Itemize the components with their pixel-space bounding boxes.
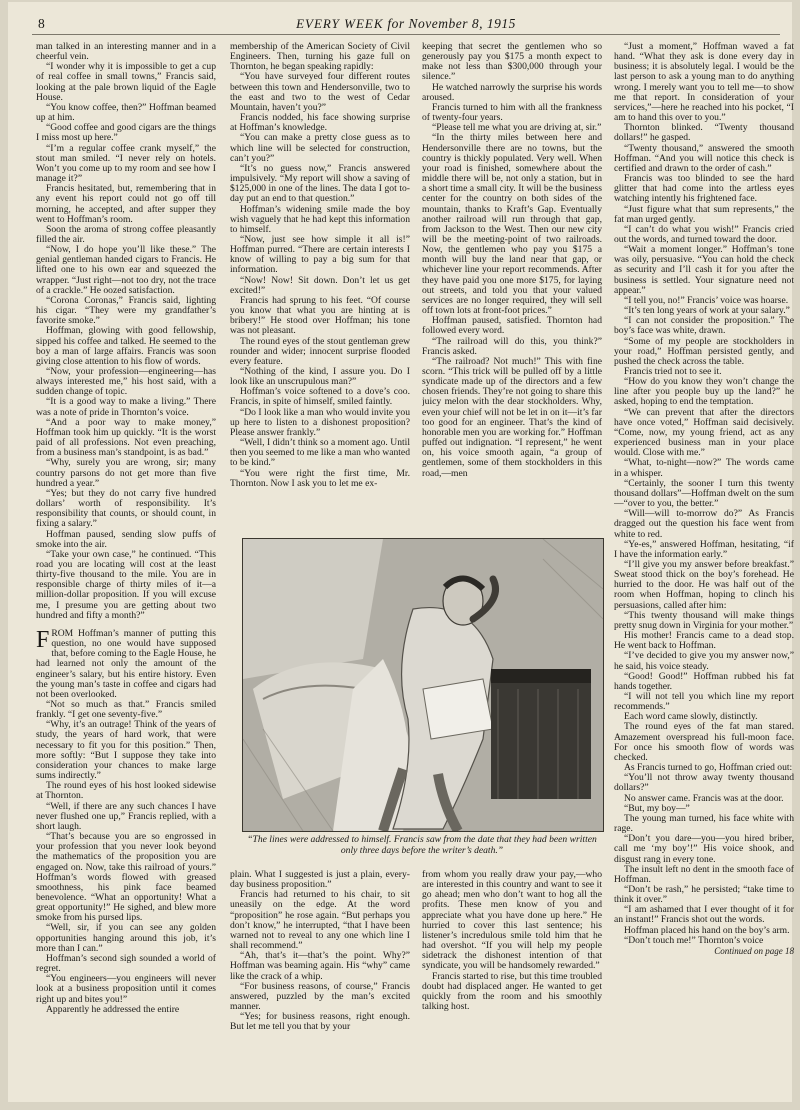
paragraph: “Why, surely you are wrong, sir; many country parsons do not get more than five hundred a year.”: [36, 457, 216, 489]
paragraph: “You’ll not throw away twenty thousand dollars?”: [614, 772, 794, 794]
paragraph: “Now, your profession—engineering—has always interested me,” his host said, with a sudden change of topic.: [36, 366, 216, 398]
paragraph: The round eyes of the stout gentleman grew rounder and wider; innocent surprise flooded every feature.: [230, 335, 410, 367]
paragraph: “I am ashamed that I ever thought of it for an instant!” Francis shot out the words.: [614, 904, 794, 926]
paragraph-text: ROM Hoffman’s manner of putting this question, no one would have supposed that, before coming to the Eagle House, he had learned not only the amount of the engineer’s salary, but his entire history. Even the young man’s taste in coffee and cigars had not been overlooked.: [36, 627, 216, 700]
paragraph: “Don’t be rash,” he persisted; “take time to think it over.”: [614, 883, 794, 906]
paragraph: Hoffman’s second sigh sounded a world of regret.: [36, 952, 216, 975]
paragraph: “For business reasons, of course,” Francis answered, puzzled by the man’s excited manner.: [230, 980, 410, 1013]
paragraph: “The railroad? Not much!” This with fine scorn. “This trick will be pulled off by a little syndicate made up of the directors and a few chosen friends. They’re not going to share this juicy melon with the dear stockholders. Why, even your chief will not be let in on it—it’s far too good for an engineer. That’s the kind of honorable men you are working for.” Hoffman puffed out indignation. “I represent,” he went on, his voice smooth again, “a group of gentlemen, some of them stockholders in this road,—men: [422, 355, 602, 479]
paragraph: Hoffman paused, satisfied. Thornton had followed every word.: [422, 315, 602, 337]
paragraph: plain. What I suggested is just a plain, every-day business proposition.”: [230, 870, 410, 891]
paragraph: Francis had sprung to his feet. “Of course you know that what you are hinting at is bribery!” He stood over Hoffman; his tone was not pleasant.: [230, 294, 410, 337]
paragraph: “Do I look like a man who would invite you up here to listen to a dishonest proposition? Please answer frankly.”: [230, 406, 410, 438]
paragraph: “I’ve decided to give you my answer now,” he said, his voice steady.: [614, 650, 794, 672]
paragraph: Francis tried not to see it.: [624, 366, 722, 377]
paragraph: “I will not tell you which line my report recommends.”: [614, 691, 794, 713]
paragraph: Hoffman placed his hand on the boy’s arm.: [624, 924, 790, 936]
drop-cap: F: [36, 626, 50, 653]
paragraph: The round eyes of his host looked sidewise at Thornton.: [36, 780, 216, 802]
paragraph: “You know coffee, then?” Hoffman beamed up at him.: [36, 101, 216, 124]
paragraph: Soon the aroma of strong coffee pleasantly filled the air.: [36, 223, 216, 245]
paragraph: “This twenty thousand will make things pretty snug down in Virginia for your mother.”: [614, 609, 794, 631]
paragraph: He watched narrowly the surprise his words aroused.: [422, 81, 602, 103]
paragraph: “Now, just see how simple it all is!” Hoffman purred. “There are certain interests I know of willing to pay a big sum for that information.: [230, 233, 410, 276]
paragraph: “But, my boy—”: [624, 802, 690, 814]
paragraph: “Why, it’s an outrage! Think of the years of study, the years of hard work, that were necessary to fit you for this position.” Then, more softly: “But I suppose they take into consideration your chances to make large sums indirectly.”: [36, 719, 216, 782]
paragraph: As Francis turned to go, Hoffman cried out:: [624, 762, 793, 774]
paragraph: “You engineers—you engineers will never look at a business proposition until it comes right up and bites you!”: [36, 973, 216, 1005]
paragraph: “And a poor way to make money,” Hoffman took him up quickly. “It is the worst paid of all professions. Not even preaching, from a business man’s standpoint, is as bad.”: [36, 416, 216, 459]
paragraph: “It’s no guess now,” Francis answered impulsively. “My report will show a saving of $125,000 in one of the lines. The data I got to-day put an end to that question.”: [230, 162, 410, 205]
paragraph: “Twenty thousand,” answered the smooth Hoffman. “And you will notice this check is certified and drawn to the order of cash.”: [614, 142, 794, 174]
paragraph: Francis started to rise, but this time troubled doubt had displaced anger. He wanted to get quickly from the room and his smoothly talking host.: [422, 970, 602, 1013]
paragraph: “You can make a pretty close guess as to which line will be selected for construction, can’t you?”: [230, 132, 410, 164]
paragraph: “Ye-es,” answered Hoffman, hesitating, “if I have the information early.”: [614, 538, 794, 560]
paragraph: “Now! Now! Sit down. Don’t let us get excited!”: [230, 274, 410, 296]
text-column-2: [230, 42, 410, 530]
paragraph: “You have surveyed four different routes between this town and Hendersonville, two to the east and two to the west of Cedar Mountain, haven’t you?”: [230, 71, 410, 113]
paragraph: “Not so much as that.” Francis smiled frankly. “I get one seventy-five.”: [36, 699, 216, 721]
illustration-caption: “The lines were addressed to himself. Francis saw from the date that they had been written only three days before the writer’s death.”: [247, 834, 597, 856]
paragraph: membership of the American Society of Civil Engineers. Then, turning his gaze full on Thornton, he began speaking rapidly:: [230, 42, 410, 73]
paragraph: Francis had returned to his chair, to sit uneasily on the edge. At the word “proposition” he rose again. “But perhaps you don’t know,” he interrupted, “that I have been warned not to reveal to any one which line I shall recommend.”: [230, 889, 410, 952]
paragraph: “In the thirty miles between here and Hendersonville there are no towns, but the country is thickly populated. Very well. When your road is finished, somewhere about the middle there will be, not only a station, but in a short time a small city. It will be the business center for the country on both sides of the mountain, thanks to Kraft’s Gap. Eventually another railroad will run through that gap, from Jackson to the West. Then our new city will be the meeting-point of two railroads. Now, the gentlemen who pay you $175 a month will buy the land near that gap, or whichever line your report recommends. After they have paid you one more $175, for laying out streets, and told you that your valued services are no longer required, they will sell off town lots at front-foot prices.”: [422, 132, 602, 317]
paragraph: “Wait a moment longer.” Hoffman’s tone was oily, persuasive. “You can hold the check as security and I’ll cash it for you after the business is settled. Your signature need not appear.”: [614, 244, 794, 296]
paragraph: “We can prevent that after the directors have once voted,” Hoffman said decisively. “Come, now, my young friend, act as any experienced business man in your place would. Close with me.”: [614, 406, 794, 459]
section-start-paragraph: [36, 626, 216, 700]
paragraph: “Well, I didn’t think so a moment ago. Until then you seemed to me like a man who wanted to be kind.”: [230, 437, 410, 469]
paragraph: man talked in an interesting manner and in a cheerful vein.: [36, 42, 216, 63]
paragraph: “Ah, that’s it—that’s the point. Why?” Hoffman was beaming again. His “why” came like the crack of a whip.: [230, 950, 410, 982]
paragraph: His mother! Francis came to a dead stop. He went back to Hoffman.: [614, 630, 794, 652]
text-column-4: [614, 42, 794, 1104]
paragraph: “What, to-night—now?” The words came in a whisper.: [614, 457, 794, 479]
paragraph: Apparently he addressed the entire: [46, 1003, 180, 1015]
story-illustration: [242, 538, 604, 832]
paragraph: “How do you know they won’t change the line after you people buy up the land?” he asked, hoping to end the temptation.: [614, 376, 794, 408]
text-column-3-bottom: [422, 870, 602, 1104]
text-column-2-bottom: [230, 870, 410, 1104]
page-header: [32, 10, 780, 35]
continued-note: Continued on page 18: [714, 945, 794, 956]
paragraph: “Don’t touch me!” Thornton’s voice: [624, 934, 764, 946]
text-column-1: [36, 42, 216, 1104]
paragraph: Hoffman’s voice softened to a dove’s coo. Francis, in spite of himself, smiled faintly.: [230, 386, 410, 408]
paragraph: “I’m a regular coffee crank myself,” the stout man smiled. “I never rely on hotels. Won’t you come up to my room and see how I manage it?”: [36, 142, 216, 185]
paragraph: “Just figure what that sum represents,” the fat man urged gently.: [614, 203, 794, 225]
paragraph: “Take your own case,” he continued. “This road you are locating will cost at the least thirty-five thousand to the mile. You are in responsible charge of thirty miles of it—a million-dollar proposition. If you will excuse me, I presume you are getting about two hundred and fifty a month?”: [36, 548, 216, 621]
magazine-page: [8, 2, 792, 1102]
paragraph: Francis turned to him with all the frankness of twenty-four years.: [422, 101, 602, 124]
paragraph: Each word came slowly, distinctly.: [624, 711, 758, 723]
paragraph: “The railroad will do this, you think?” Francis asked.: [422, 335, 602, 357]
paragraph: “I can not consider the proposition.” The boy’s face was white, drawn.: [614, 315, 794, 337]
paragraph: Francis nodded, his face showing surprise at Hoffman’s knowledge.: [230, 112, 410, 134]
paragraph: “Now, I do hope you’ll like these.” The genial gentleman handed cigars to Francis. He lifted one to his own ear and squeezed the wrapper. “Just right—not too dry, not the trace of a crackle.” He oozed satisfaction.: [36, 244, 216, 296]
paragraph: “Don’t you dare—you—you hired briber, call me ‘my boy’!” His voice shook, and disgust rang in every tone.: [614, 833, 794, 865]
page-number: 8: [38, 16, 45, 31]
paragraph: “Please tell me what you are driving at, sir.”: [432, 122, 602, 134]
illustration-drawing: [243, 539, 603, 831]
paragraph: The round eyes of the fat man stared. Amazement overspread his full-moon face. For once his smooth flow of words was checked.: [614, 721, 794, 763]
paragraph: “Good! Good!” Hoffman rubbed his fat hands together.: [614, 670, 794, 692]
paragraph: “Certainly, the sooner I turn this twenty thousand dollars”—Hoffman dwelt on the sum—“over to you, the better.”: [614, 477, 794, 510]
paragraph: “You were right the first time, Mr. Thornton. Now I ask you to let me ex-: [230, 467, 410, 489]
paragraph: Hoffman paused, sending slow puffs of smoke into the air.: [36, 528, 216, 550]
paragraph: “Just a moment,” Hoffman waved a fat hand. “What they ask is done every day in business; it is absolutely legal. I would be the last person to ask a young man to do anything wrong. I merely want you to tell me—to show me that report. In consideration of your services,”—here he reached into his pocket, “I am to hand this over to you.”: [614, 42, 794, 124]
magazine-name: EVERY WEEK: [296, 16, 384, 31]
paragraph: “Well, sir, if you can see any golden opportunities hanging around this job, it’s more than I can.”: [36, 922, 216, 954]
paragraph: “Yes; for business reasons, right enough. But let me tell you that by your: [230, 1011, 410, 1033]
paragraph: “I’ll give you my answer before breakfast.” Sweat stood thick on the boy’s forehead. He hurried to the door. He was half out of the room when Hoffman, hoping to clinch his persuasions, called after him:: [614, 558, 794, 611]
paragraph: “That’s because you are so engrossed in your profession that you never look beyond the mathematics of the proposition you are engaged on. Now, take this railroad of yours.” Hoffman’s words flowed with greased smoothness, his pink face beamed benevolence. “What an opportunity! What a great opportunity!” He sighed, and blew more smoke from his pursed lips.: [36, 831, 216, 924]
issue-date: for November 8, 1915: [387, 16, 516, 31]
paragraph: The insult left no dent in the smooth face of Hoffman.: [614, 863, 794, 885]
paragraph: Hoffman, glowing with good fellowship, sipped his coffee and talked. He seemed to the boy a man of large affairs. Francis was soon giving close attention to his flow of words.: [36, 325, 216, 367]
paragraph: from whom you really draw your pay,—who are interested in this country and want to see it go ahead; men who don’t want to hog all the profits. These men know of you and appreciate what you have done up here.” He hurried to cover this last sentence; his listener’s incredulous smile told him that he had overshot. “If you will help my people sidetrack the dishonest intention of that syndicate, you will be handsomely rewarded.”: [422, 870, 602, 972]
paragraph: “Corona Coronas,” Francis said, lighting his cigar. “They were my grandfather’s favorite smoke.”: [36, 294, 216, 327]
paragraph: Thornton blinked. “Twenty thousand dollars!” he gasped.: [614, 122, 794, 144]
paragraph: The young man turned, his face white with rage.: [614, 812, 794, 835]
paragraph: Francis hesitated, but, remembering that in any event his report could not go off till morning, he accepted, and after supper they went to Hoffman’s room.: [36, 183, 216, 225]
paragraph: “Nothing of the kind, I assure you. Do I look like an unscrupulous man?”: [230, 366, 410, 388]
paragraph: “It’s ten long years of work at your salary.”: [624, 305, 790, 317]
paragraph: “I wonder why it is impossible to get a cup of real coffee in small towns,” Francis said, looking at the pale brown liquid of the Eagle House.: [36, 61, 216, 103]
paragraph: No answer came. Francis was at the door.: [624, 792, 784, 804]
paragraph: “Well, if there are any such chances I have never flushed one up,” Francis replied, with a short laugh.: [36, 800, 216, 832]
running-title: [32, 16, 780, 32]
paragraph: “Will—will to-morrow do?” As Francis dragged out the question his face went from white to red.: [614, 508, 794, 540]
paragraph: Francis was too blinded to see the hard glitter that had come into the artless eyes watching intently his frightened face.: [614, 173, 794, 205]
paragraph: “I can’t do what you wish!” Francis cried out the words, and turned toward the door.: [614, 223, 794, 245]
paragraph: Hoffman’s widening smile made the boy wish vaguely that he had kept this information to himself.: [230, 203, 410, 235]
paragraph: “Good coffee and good cigars are the things I miss most up here.”: [36, 122, 216, 144]
paragraph: “Yes; but they do not carry five hundred dollars’ worth of responsibility. It’s responsibility that counts, or should count, in fixing a salary.”: [36, 487, 216, 530]
text-column-3: [422, 42, 602, 530]
paragraph: “It is a good way to make a living.” There was a note of pride in Thornton’s voice.: [36, 396, 216, 418]
paragraph: keeping that secret the gentlemen who so generously pay you $175 a month expect to make not less than $300,000 through your silence.”: [422, 42, 602, 83]
paragraph: “Some of my people are stockholders in your road,” Hoffman persisted gently, and pushed the check across the table.: [614, 335, 794, 367]
paragraph: “I tell you, no!” Francis’ voice was hoarse.: [624, 294, 789, 306]
